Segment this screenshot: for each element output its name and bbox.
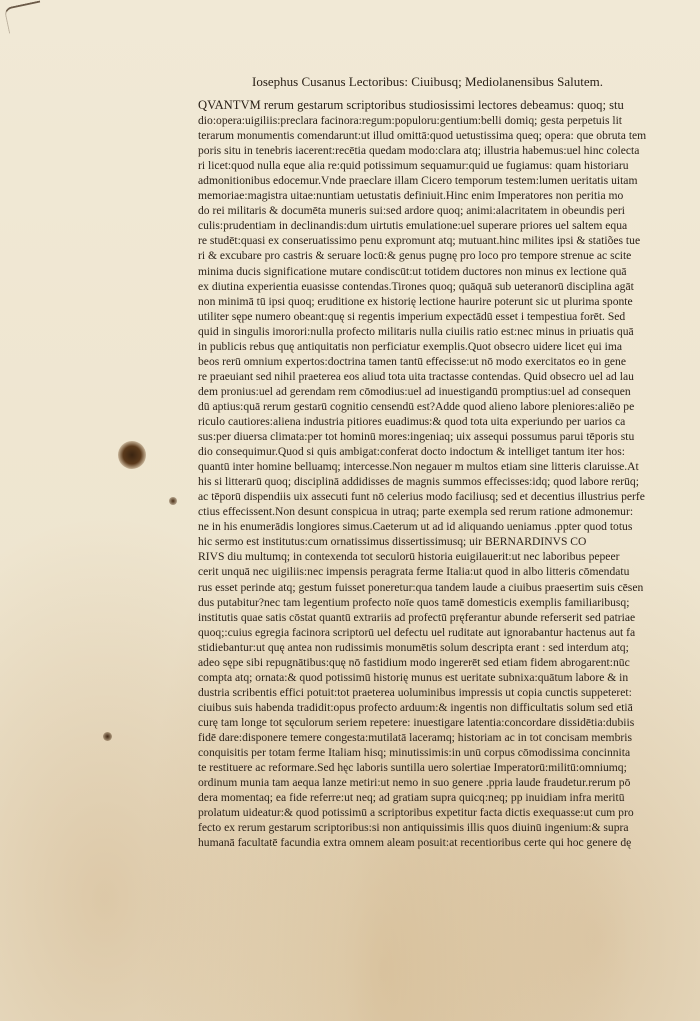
text-line: ri & excubare pro castris & seruare locū:& genus pugnę pro loco pro tempore strenue ac scite — [198, 249, 632, 263]
text-line: dem pronius:uel ad gerendam rem cōmodius:uel ad inuestigandū promptius:uel ad consequen — [198, 384, 631, 398]
text-line: quid in singulis imorori:nulla profecto militaris nulla ciuilis ratio est:nec minus in priuatis quā — [198, 324, 634, 338]
ink-stain — [103, 732, 112, 741]
text-line: conquisitis per totam ferme Italiam hisq; minutissimis:in unū corpus cōmodissima concinnita — [198, 746, 631, 760]
ink-stain — [118, 441, 146, 469]
text-line: non minimā tū ipsi quoq; eruditione ex historię lectione haurire poterunt sic ut plurima sponte — [198, 294, 633, 308]
text-line: stidiebantur:ut quę antea non rudissimis monumētis solum descripta erant : sed interdum atq; — [198, 640, 629, 654]
text-line: culis:prudentiam in declinandis:dum uirtutis emulatione:uel superare priores uel saltem equa — [198, 219, 628, 233]
text-line: RIVS diu multumq; in contexenda tot seculorū historia euigilauerit:ut nec laboribus pepeer — [198, 550, 620, 564]
ink-stain — [169, 497, 177, 505]
text-line: riculo cautiores:aliena industria pitiores euadimus:& quod tota uita experiundo per uarios ca — [198, 414, 626, 428]
text-line: ordinum munia tam aequa lanze metiri:ut nemo in suo genere .ppria laude fraudetur.rerum pō — [198, 776, 631, 790]
body-text — [198, 98, 652, 850]
text-line: curę tam longe tot sęculorum seriem repetere: inuestigare latentia:concordare dissidētia:dubiis — [198, 715, 635, 729]
text-line: ne in his enumerādis longiores simus.Caeterum ut ad id aliquando ueniamus .ppter quod totus — [198, 520, 633, 534]
text-line: in publicis rebus quę antiquitatis non perficiatur exemplis.Quot obsecro uidere licet ęui ima — [198, 339, 623, 353]
text-line: beos rerū omnium expertos:doctrina tamen tantū effecisse:ut nō modo exercitatos eo in gene — [198, 354, 626, 368]
text-line: fidē dare:disponere temere congesta:mutilatā laceramq; historiam ac in tot concisam membris — [198, 730, 632, 744]
text-line: re studēt:quasi ex conseruatissimo penu expromunt atq; mutuant.hinc milites ipsi & statiões tue — [198, 234, 641, 248]
text-line: ri licet:quod nulla eque alia re:quid potissimum sequamur:quid ue fugiamus: quam historiaru — [198, 159, 629, 173]
text-line: rus esset perinde atq; gestum fuisset poneretur:qua tandem laude a ciuibus praesertim suis cēsen — [198, 580, 644, 594]
text-line: ctius effecissent.Non desunt conspicua in utraq; parte exempla sed rerum ratione admonemur: — [198, 505, 634, 519]
text-line: ac tēporū dispendiis uix assecuti funt nō celerius modo faciliusq; sed et decentius illustrius perfe — [198, 490, 645, 504]
text-line: prolatum uideatur:& quod potissimū a scriptoribus expetitur facta dictis exequasse:ut cum pro — [198, 806, 634, 820]
corner-wear-mark — [4, 0, 46, 33]
text-line: do rei militaris & documēta muneris sui:sed ardore quoq; animi:alacritatem in obeundis peri — [198, 204, 625, 218]
text-line: admonitionibus edocemur.Vnde praeclare illam Cicero temporum testem:lumen ueritatis uitam — [198, 174, 638, 188]
text-line: dū aptius:quā rerum gestarū cognitio censendū est?Adde quod alieno labore pleniores:aliēo pe — [198, 399, 635, 413]
text-line: quoq;:cuius egregia facinora scriptorū uel defectu uel ruditate aut ignorabantur hactenus aut fa — [198, 625, 636, 639]
text-line: poris situ in tenebris iacerent:recētia quedam modo:clara atq; illustria habemus:uel hinc colecta — [198, 144, 640, 158]
text-line: hic sermo est institutus:cum ornatissimus dissertissimusq; uir BERNARDINVS CO — [198, 535, 587, 549]
text-line: te restituere ac reformare.Sed hęc laboris suntilla uero solertiae Imperatorū:militū:omniumq; — [198, 761, 627, 775]
text-line: his si litterarū quoq; disciplinā addidisses de magnis summos effecisses:idq; quod labore rerūq; — [198, 475, 639, 489]
text-line: terarum monumentis comendarunt:ut illud omittā:quod uetustissima queq; opera: que obruta tem — [198, 129, 647, 143]
text-line: minima ducis significatione mutare condiscūt:ut totidem ductores non minus ex lectione quā — [198, 264, 627, 278]
text-line: ex diutina experientia euasisse contendas.Tirones quoq; quāquā sub ueteranorū disciplina agāt — [198, 279, 634, 293]
text-line: dio consequimur.Quod si quis ambigat:conferat docto indoctum & intelliget tantum iter hos: — [198, 445, 625, 459]
text-line: re praeuiant sed nihil praeterea eos aliud tota uita tractasse contendas. Quid obsecro uel ad lau — [198, 369, 634, 383]
text-line: dustria scribentis effici potuit:tot praeterea uoluminibus impressis ut copia cunctis suppeteret: — [198, 685, 632, 699]
text-line: dio:opera:uigiliis:preclara facinora:regum:populoru:gentium:belli domiq; gesta perpetuis lit — [198, 114, 623, 128]
text-line: institutis quae satis cōstat quantū extrariis ad profectū pręferantur abunde referserit sed patriae — [198, 610, 636, 624]
text-line: humanā facultatē facundia extra omnem aleam posuit:at recentioribus certe qui hoc genere dę — [198, 836, 632, 850]
text-line: sus:per diuersa climata:per tot hominū mores:ingeniaq; uix assequi possumus parui tēporis stu — [198, 430, 635, 444]
text-line: compta atq; ornata:& quod potissimū historię munus est ueritate subnixa:quātum labore & in — [198, 670, 629, 684]
text-line: dera momentaq; ea fide referre:ut neq; ad gratiam supra quicq:neq; pp inuidiam infra meritū — [198, 791, 625, 805]
text-line: adeo sępe sibi repugnātibus:quę nō fastidium modo ingererēt sed etiam fidem abrogarent:nūc — [198, 655, 630, 669]
text-line: dus putabitur?nec tam legentium profecto noīe quos tamē domesticis exemplis familiaribusq; — [198, 595, 630, 609]
page-heading: Iosephus Cusanus Lectoribus: Ciuibusq; Mediolanensibus Salutem. — [252, 74, 603, 89]
text-line: cerit unquā nec uigiliis:nec impensis peragrata ferme Italia:ut quod in albo litteris cōmendatu — [198, 565, 630, 579]
text-line: QVANTVM rerum gestarum scriptoribus studiosissimi lectores debeamus: quoq; stu — [198, 98, 624, 112]
text-line: utiliter sępe numero obeant:quę si regentis imperium expectādū esset i tempestiua forēt. Sed — [198, 309, 626, 323]
text-line: memoriae:magistra uitae:nuntiam uetustatis definiuit.Hinc enim Imperatores non peritia mo — [198, 189, 624, 203]
text-line: quantū inter homine belluamq; intercesse.Non negauer m multos etiam sine litteris claruisse.At — [198, 460, 639, 474]
text-line: ciuibus suis habenda tradidit:opus profecto arduum:& ingentis non difficultatis solum sed etiā — [198, 700, 633, 714]
text-line: fecto ex rerum gestarum scriptoribus:si non antiquissimis illis quos diuinū ingenium:& supra — [198, 821, 629, 835]
